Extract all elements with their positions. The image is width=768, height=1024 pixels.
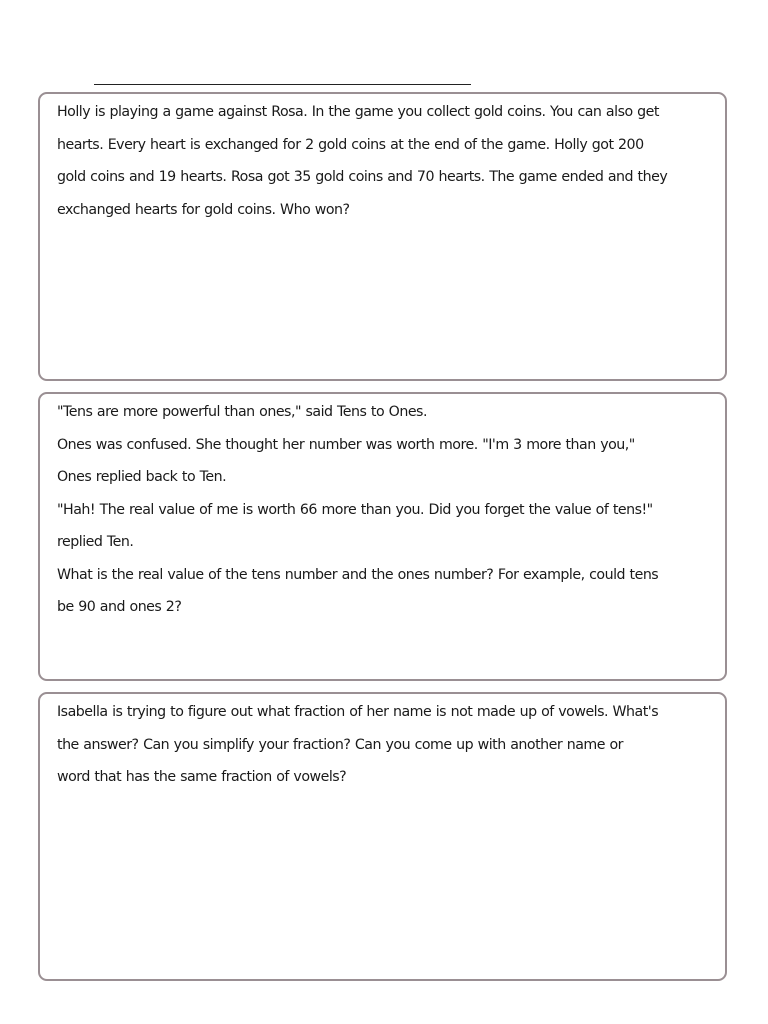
problem-text-line: "Tens are more powerful than ones," said Tens to Ones. bbox=[57, 404, 427, 420]
problem-text-line: exchanged hearts for gold coins. Who won? bbox=[57, 201, 350, 218]
problem-text-line: hearts. Every heart is exchanged for 2 gold coins at the end of the game. Holly got 200 bbox=[57, 136, 644, 153]
problem-box-tens-and-ones bbox=[38, 392, 727, 681]
problem-text-line: word that has the same fraction of vowels? bbox=[57, 769, 347, 785]
problem-box-vowel-fraction bbox=[38, 692, 727, 981]
problem-text-line: be 90 and ones 2? bbox=[57, 599, 182, 615]
problem-text-line: Holly is playing a game against Rosa. In the game you collect gold coins. You can also get bbox=[57, 104, 659, 120]
problem-box-hearts-and-coins bbox=[38, 92, 727, 381]
problem-text-line: gold coins and 19 hearts. Rosa got 35 gold coins and 70 hearts. The game ended and they bbox=[57, 169, 668, 185]
problem-text-line: the answer? Can you simplify your fraction? Can you come up with another name or bbox=[57, 736, 623, 753]
name-line bbox=[94, 84, 471, 85]
problem-text-line: Ones was confused. She thought her number was worth more. "I'm 3 more than you," bbox=[57, 436, 635, 453]
problem-text-line: "Hah! The real value of me is worth 66 more than you. Did you forget the value of tens!" bbox=[57, 501, 653, 518]
problem-text-line: replied Ten. bbox=[57, 534, 134, 550]
problem-text-line: Ones replied back to Ten. bbox=[57, 469, 227, 485]
problem-text-line: Isabella is trying to figure out what fraction of her name is not made up of vowels. What's bbox=[57, 704, 659, 720]
problem-text-line: What is the real value of the tens number and the ones number? For example, could tens bbox=[57, 566, 659, 583]
